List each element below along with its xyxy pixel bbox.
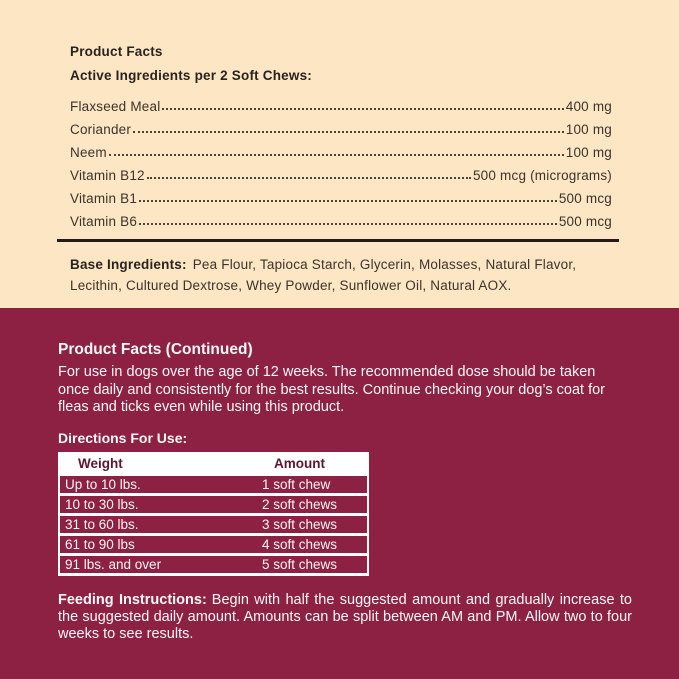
base-ingredients-text: Pea Flour, Tapioca Starch, Glycerin, Molasses, Natural Flavor, Lecithin, Cultured Dextrose, Whey Powder, Sunflower Oil, Natural AOX.	[70, 257, 577, 293]
amount-cell: 2 soft chews	[262, 496, 338, 512]
table-row	[60, 476, 367, 493]
weight-cell: Up to 10 lbs.	[65, 476, 141, 492]
table-row	[60, 556, 367, 573]
dot-leader	[147, 177, 471, 179]
ingredient-amount: 100 mg	[565, 122, 612, 137]
ingredient-row	[70, 114, 612, 137]
product-facts-panel	[0, 0, 679, 308]
amount-cell: 4 soft chews	[262, 536, 338, 552]
ingredient-row	[70, 91, 612, 114]
product-facts-continued-panel	[0, 308, 679, 679]
table-row	[60, 536, 367, 553]
active-ingredients-heading: Active Ingredients per 2 Soft Chews:	[70, 68, 312, 83]
amount-column-header: Amount	[274, 455, 325, 471]
weight-cell: 61 to 90 lbs	[65, 536, 135, 552]
ingredient-amount: 500 mcg (micrograms)	[472, 168, 612, 183]
ingredient-amount: 500 mcg	[558, 191, 612, 206]
directions-table-header	[60, 454, 367, 473]
directions-table	[58, 452, 369, 576]
ingredient-row	[70, 183, 612, 206]
divider-rule	[57, 239, 619, 242]
ingredient-row	[70, 206, 612, 229]
feeding-instructions	[58, 592, 632, 643]
amount-cell: 3 soft chews	[262, 516, 338, 532]
ingredient-name: Vitamin B1	[70, 191, 138, 206]
table-row	[60, 516, 367, 533]
ingredient-amount: 400 mg	[565, 99, 612, 114]
base-ingredients	[70, 254, 618, 296]
dot-leader	[139, 223, 557, 225]
table-row	[60, 496, 367, 513]
ingredient-amount: 100 mg	[565, 145, 612, 160]
weight-cell: 31 to 60 lbs.	[65, 516, 139, 532]
weight-column-header: Weight	[78, 455, 123, 471]
feeding-instructions-label: Feeding Instructions:	[58, 591, 207, 608]
amount-cell: 1 soft chew	[262, 476, 331, 492]
dot-leader	[162, 108, 563, 110]
ingredient-amount: 500 mcg	[558, 214, 612, 229]
ingredient-row	[70, 137, 612, 160]
continued-title: Product Facts (Continued)	[58, 341, 253, 358]
ingredient-name: Coriander	[70, 122, 132, 137]
directions-heading: Directions For Use:	[58, 429, 188, 446]
base-ingredients-label: Base Ingredients:	[70, 257, 187, 272]
product-facts-title: Product Facts	[70, 44, 163, 59]
amount-cell: 5 soft chews	[262, 556, 338, 572]
ingredient-name: Neem	[70, 145, 107, 160]
ingredient-name: Vitamin B12	[70, 168, 145, 183]
ingredient-row	[70, 160, 612, 183]
dot-leader	[133, 131, 564, 133]
ingredient-name: Flaxseed Meal	[70, 99, 161, 114]
feeding-instructions-text: Begin with half the suggested amount and gradually increase to the suggested daily amount. Amounts can be split between AM and PM. Allow two to four weeks to see results.	[58, 591, 632, 642]
continued-text: For use in dogs over the age of 12 weeks. The recommended dose should be taken once daily and consistently for the best results. Continue checking your dog’s coat for fleas and ticks even while using this product.	[58, 364, 606, 415]
active-ingredients-list	[70, 91, 622, 229]
dot-leader	[139, 200, 557, 202]
weight-cell: 10 to 30 lbs.	[65, 496, 139, 512]
ingredient-name: Vitamin B6	[70, 214, 138, 229]
dot-leader	[109, 154, 564, 156]
weight-cell: 91 lbs. and over	[65, 556, 162, 572]
